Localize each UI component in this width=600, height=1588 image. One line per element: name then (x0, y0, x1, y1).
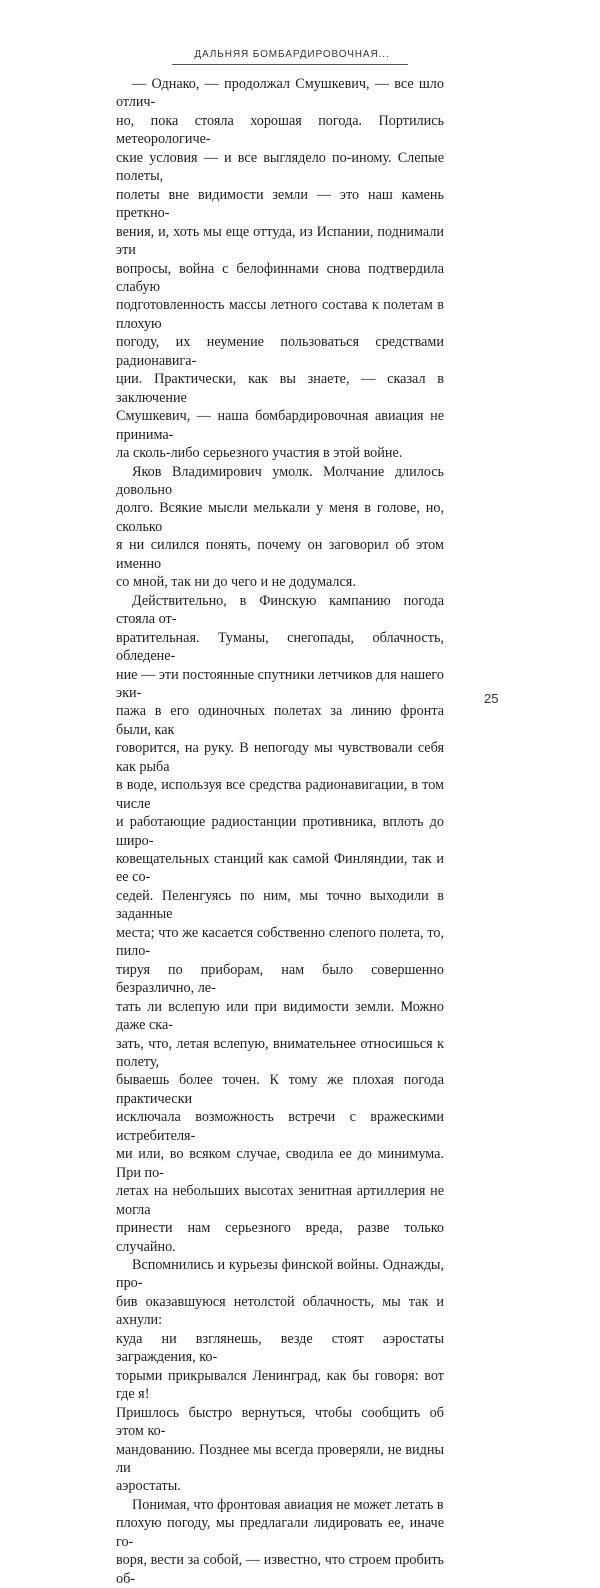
page-body-text (116, 75, 444, 1588)
paragraph-3: Действительно, в Финскую кампанию погода стояла от- вратительная. Туманы, снегопады, облачность, обледене- ние — эти постоянные спутники летчиков для нашего эки- пажа в его одиночных полетах за линию фронта были, как говорится, на руку. В непогоду мы чувствовали себя как рыба в воде, используя все средства радионавигации, в том числе и работающие радиостанции противника, вплоть до широ- ковещательных станций как самой Финляндии, так и ее со- седей. Пеленгуясь по ним, мы точно выходили в заданные места; что же касается собственно слепого полета, то, пило- тируя по приборам, нам было совершенно безразлично, ле- тать ли вслепую или при видимости земли. Можно даже ска- зать, что, летая вслепую, внимательнее относишься к полету, бываешь более точен. К тому же плохая погода практически исключала возможность встречи с вражескими истребителя- ми или, во всяком случае, сводила ее до минимума. При по- летах на небольших высотах зенитная артиллерия не могла принести нам серьезного вреда, разве только случайно. (116, 592, 444, 1255)
paragraph-1: — Однако, — продолжал Смушкевич, — все шло отлич- но, пока стояла хорошая погода. Портились метеорологиче- ские условия — и все выглядело по-иному. Слепые полеты, полеты вне видимости земли — это наш камень преткно- вения, и, хоть мы еще оттуда, из Испании, поднимали эти вопросы, война с белофиннами снова подтвердила слабую подготовленность массы летного состава к полетам в плохую погоду, их неумение пользоваться средствами радионавига- ции. Практически, как вы знаете, — сказал в заключение Смушкевич, — наша бомбардировочная авиация не принима- ла сколь-либо серьезного участия в этой войне. (116, 76, 444, 462)
page-number: 25 (484, 691, 499, 706)
running-header-title: ДАЛЬНЯЯ БОМБАРДИРОВОЧНАЯ... (194, 49, 390, 60)
header-divider (172, 64, 408, 65)
paragraph-5: Понимая, что фронтовая авиация не может летать в плохую погоду, мы предлагали лидировать ее, иначе го- воря, вести за собой, — известно, что строем пробить об- (116, 1496, 444, 1587)
paragraph-4: Вспомнились и курьезы финской войны. Однажды, про- бив оказавшуюся нетолстой облачность, мы так и ахнули: куда ни взглянешь, везде стоят аэростаты заграждения, ко- торыми прикрывался Ленинград, как бы говоря: вот где я! Пришлось быстро вернуться, чтобы сообщить об этом ко- мандованию. Позднее мы всегда проверяли, не видны ли аэростаты. (116, 1257, 444, 1495)
paragraph-2: Яков Владимирович умолк. Молчание длилось довольно долго. Всякие мысли мелькали у меня в голове, но, сколько я ни силился понять, почему он заговорил об этом именно со мной, так ни до чего и не додумался. (116, 463, 444, 591)
